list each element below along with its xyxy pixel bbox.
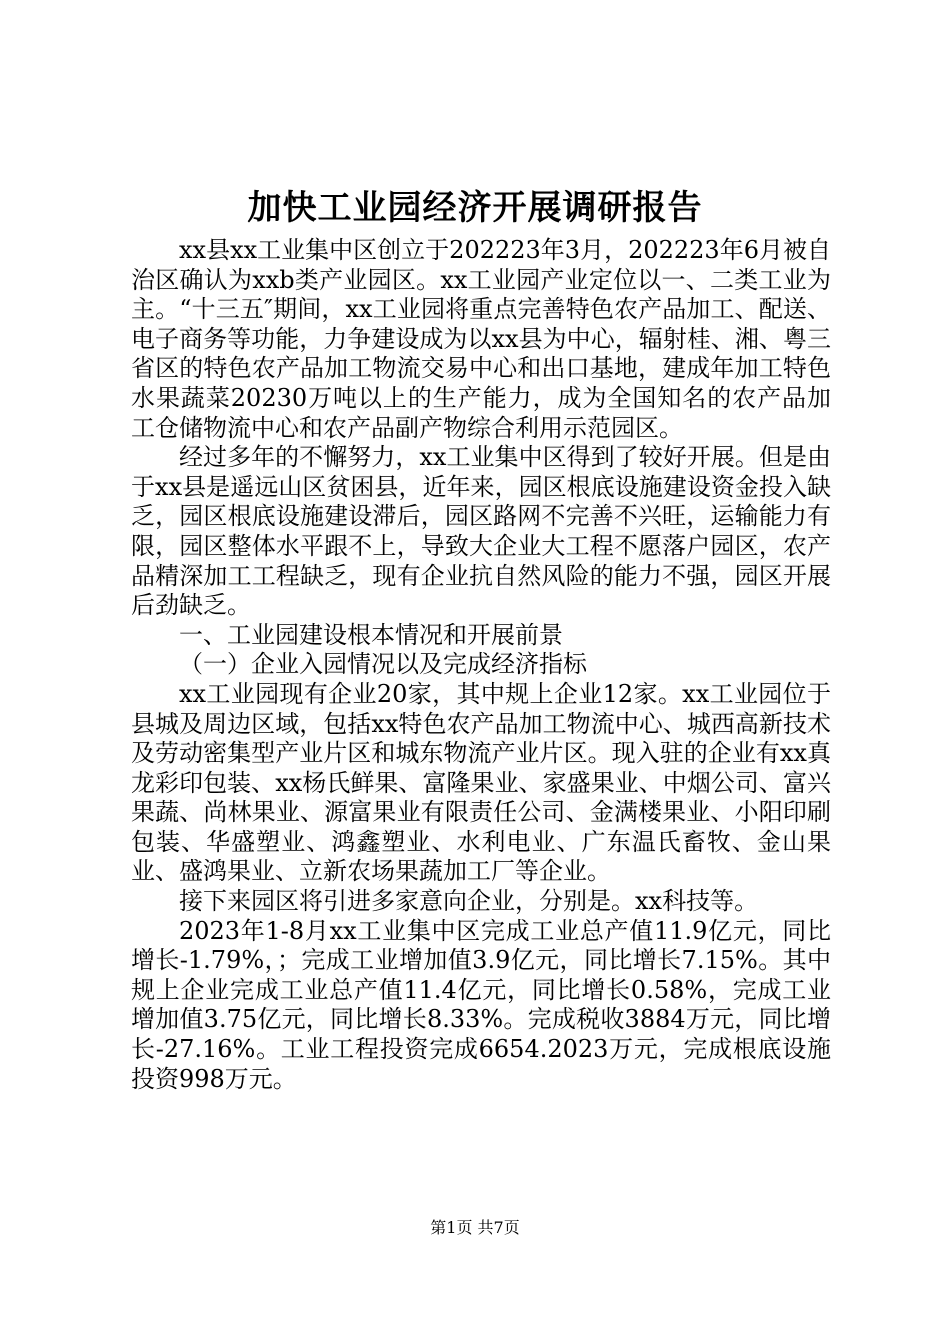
paragraph-economic-indicators: 2023年1-8月xx工业集中区完成工业总产值11.9亿元，同比增长-1.79%，；完成工业增加值3.9亿元，同比增长7.15%。其中规上企业完成工业总产值11.4亿元，同比增长0.58%，完成工业增加值3.75亿元，同比增长8.33%。完成税收3884万元，同比增长-27.16%。工业工程投资完成6654.2023万元，完成根底设施投资998万元。 bbox=[131, 916, 831, 1093]
paragraph-development: 经过多年的不懈努力，xx工业集中区得到了较好开展。但是由于xx县是遥远山区贫困县，近年来，园区根底设施建设资金投入缺乏，园区根底设施建设滞后，园区路网不完善不兴旺，运输能力有限，园区整体水平跟不上，导致大企业大工程不愿落户园区，农产品精深加工工程缺乏，现有企业抗自然风险的能力不强，园区开展后劲缺乏。 bbox=[131, 443, 831, 620]
document-title: 加快工业园经济开展调研报告 bbox=[247, 188, 703, 228]
section-heading-1: 一、工业园建设根本情况和开展前景 bbox=[179, 620, 563, 649]
paragraph-intended-enterprises: 接下来园区将引进多家意向企业，分别是。xx科技等。 bbox=[179, 887, 759, 916]
document-body bbox=[131, 236, 831, 1094]
paragraph-intro: xx县xx工业集中区创立于202223年3月，202223年6月被自治区确认为xxb类产业园区。xx工业园产业定位以一、二类工业为主。“十三五″期间，xx工业园将重点完善特色农产品加工、配送、电子商务等功能，力争建设成为以xx县为中心，辐射桂、湘、粤三省区的特色农产品加工物流交易中心和出口基地，建成年加工特色水果蔬菜20230万吨以上的生产能力，成为全国知名的农产品加工仓储物流中心和农产品副产物综合利用示范园区。 bbox=[131, 236, 831, 442]
page-number-footer: 第1页 共7页 bbox=[430, 1218, 520, 1237]
paragraph-enterprises: xx工业园现有企业20家，其中规上企业12家。xx工业园位于县城及周边区域，包括xx特色农产品加工物流中心、城西高新技术及劳动密集型产业片区和城东物流产业片区。现入驻的企业有xx真龙彩印包装、xx杨氏鲜果、富隆果业、家盛果业、中烟公司、富兴果蔬、尚林果业、源富果业有限责任公司、金满楼果业、小阳印刷包装、华盛塑业、鸿鑫塑业、水利电业、广东温氏畜牧、金山果业、盛鸿果业、立新农场果蔬加工厂等企业。 bbox=[131, 679, 831, 886]
subsection-heading-1: （一）企业入园情况以及完成经济指标 bbox=[179, 650, 587, 679]
